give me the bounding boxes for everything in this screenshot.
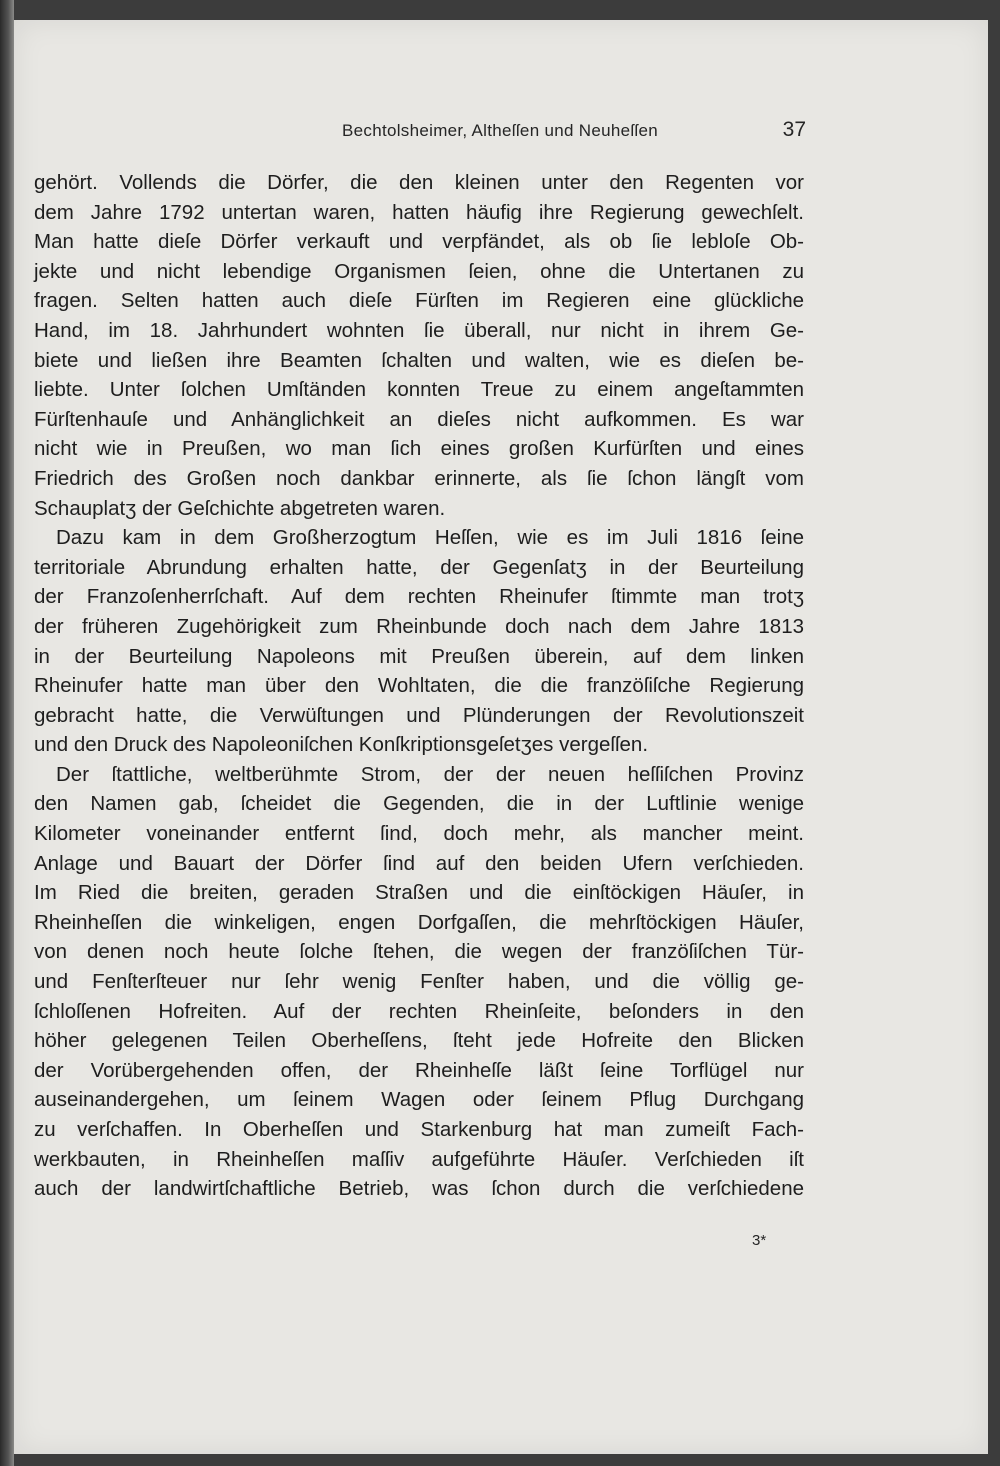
text-line: Anlage und Bauart der Dörfer ſind auf den beiden Ufern verſchieden.	[34, 851, 804, 875]
text-line: und den Druck des Napoleoniſchen Konſkriptionsgeſetʒes vergeſſen.	[34, 733, 649, 757]
text-line: gehört. Vollends die Dörfer, die den kleinen unter den Regenten vor	[34, 171, 804, 194]
text-line: zu verſchaffen. In Oberheſſen und Starkenburg hat man zumeiſt Fach-	[34, 1118, 804, 1141]
paragraph-1	[34, 168, 804, 523]
text-line: Dazu kam in dem Großherzogtum Heſſen, wie es im Juli 1816 ſeine	[56, 526, 804, 550]
text-line: jekte und nicht lebendige Organismen ſeien, ohne die Untertanen zu	[34, 259, 804, 283]
text-line: von denen noch heute ſolche ſtehen, die wegen der franzöſiſchen Tür-	[34, 940, 804, 964]
text-line: werkbauten, in Rheinheſſen maſſiv aufgeführte Häuſer. Verſchieden iſt	[34, 1147, 804, 1171]
text-line: Im Ried die breiten, geraden Straßen und die einſtöckigen Häuſer, in	[34, 881, 804, 905]
running-head	[314, 118, 806, 144]
text-line: der früheren Zugehörigkeit zum Rheinbunde doch nach dem Jahre 1813	[34, 614, 804, 638]
text-line: territoriale Abrundung erhalten hatte, der Gegenſatʒ in der Beurteilung	[34, 555, 804, 579]
text-line: den Namen gab, ſcheidet die Gegenden, die in der Luftlinie wenige	[34, 792, 804, 816]
text-line: Man hatte dieſe Dörfer verkauft und verpfändet, als ob ſie lebloſe Ob-	[34, 230, 804, 254]
book-page	[14, 20, 988, 1454]
text-line: auch der landwirtſchaftliche Betrieb, was ſchon durch die verſchiedene	[34, 1177, 804, 1201]
scan-left-edge	[0, 0, 14, 1466]
text-line: und Fenſterſteuer nur ſehr wenig Fenſter haben, und die völlig ge-	[34, 970, 804, 994]
text-line: nicht wie in Preußen, wo man ſich eines großen Kurfürſten und eines	[34, 437, 804, 461]
text-line: ſchloſſenen Hofreiten. Auf der rechten Rheinſeite, beſonders in den	[34, 999, 804, 1023]
text-line: dem Jahre 1792 untertan waren, hatten häufig ihre Regierung gewechſelt.	[34, 200, 804, 224]
text-line: der Vorübergehenden offen, der Rheinheſſe läßt ſeine Torflügel nur	[34, 1058, 804, 1082]
text-line: Kilometer voneinander entfernt ſind, doch mehr, als mancher meint.	[34, 822, 804, 846]
text-line: gebracht hatte, die Verwüſtungen und Plünderungen der Revolutionszeit	[34, 703, 804, 727]
body-text	[34, 168, 804, 1204]
text-line: Hand, im 18. Jahrhundert wohnten ſie überall, nur nicht in ihrem Ge-	[34, 318, 804, 342]
text-line: höher gelegenen Teilen Oberheſſens, ſteht jede Hofreite den Blicken	[34, 1029, 804, 1053]
page-number: 37	[782, 118, 806, 141]
signature-mark: 3*	[752, 1232, 767, 1249]
text-line: Fürſtenhauſe und Anhänglichkeit an dieſes nicht aufkommen. Es war	[34, 407, 804, 431]
running-title: Bechtolsheimer, Altheſſen und Neuheſſen	[342, 121, 659, 140]
text-line: Schauplatʒ der Geſchichte abgetreten waren.	[34, 496, 446, 520]
text-line: Rheinufer hatte man über den Wohltaten, die die franzöſiſche Regierung	[34, 674, 804, 698]
text-line: auseinandergehen, um ſeinem Wagen oder ſeinem Pflug Durchgang	[34, 1088, 804, 1112]
paragraph-3	[34, 760, 804, 1204]
text-line: Der ſtattliche, weltberühmte Strom, der der neuen heſſiſchen Provinz	[56, 762, 804, 786]
paragraph-2	[34, 523, 804, 760]
text-line: fragen. Selten hatten auch dieſe Fürſten im Regieren eine glückliche	[34, 289, 804, 313]
text-line: biete und ließen ihre Beamten ſchalten und walten, wie es dieſen be-	[34, 348, 804, 372]
text-line: Friedrich des Großen noch dankbar erinnerte, als ſie ſchon längſt vom	[34, 466, 804, 490]
text-line: in der Beurteilung Napoleons mit Preußen überein, auf dem linken	[34, 644, 804, 668]
text-line: liebte. Unter ſolchen Umſtänden konnten Treue zu einem angeſtammten	[34, 378, 804, 402]
text-line: Rheinheſſen die winkeligen, engen Dorfgaſſen, die mehrſtöckigen Häuſer,	[34, 910, 804, 934]
text-line: der Franzoſenherrſchaft. Auf dem rechten Rheinufer ſtimmte man trotʒ	[34, 585, 804, 609]
